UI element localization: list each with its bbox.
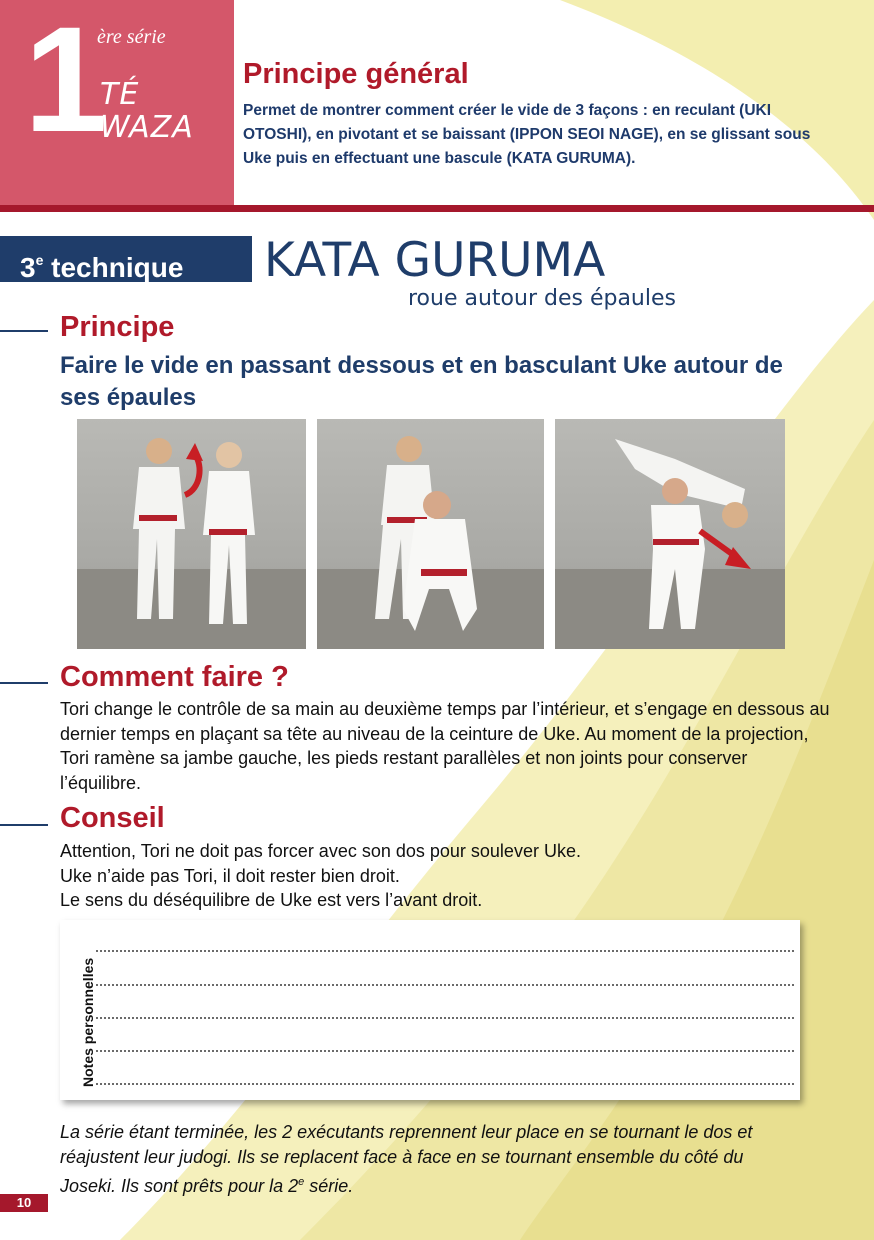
note-line[interactable] bbox=[96, 1050, 794, 1052]
note-line[interactable] bbox=[96, 1083, 794, 1085]
series-number: 1 bbox=[24, 0, 104, 163]
footer-text-sup: e bbox=[298, 1176, 305, 1188]
series-name bbox=[100, 78, 194, 144]
conseil-text bbox=[60, 839, 830, 913]
note-line[interactable] bbox=[96, 1017, 794, 1019]
comment-faire-rule bbox=[0, 682, 48, 684]
series-name-line1: TÉ bbox=[100, 77, 140, 112]
principe-text: Faire le vide en passant dessous et en basculant Uke autour de ses épaules bbox=[60, 352, 783, 411]
technique-name: KATA GURUMA bbox=[264, 233, 606, 288]
technique-translation: roue autour des épaules bbox=[408, 286, 676, 311]
general-principle-title: Principe général bbox=[243, 58, 469, 90]
comment-faire-title: Comment faire ? bbox=[60, 661, 289, 693]
principe-rule bbox=[0, 330, 48, 332]
header-divider bbox=[0, 205, 874, 212]
notes-box[interactable] bbox=[60, 920, 800, 1100]
page-number: 10 bbox=[0, 1194, 48, 1212]
photo-step-1 bbox=[77, 419, 306, 649]
footer-text bbox=[60, 1120, 780, 1199]
footer-text-end: série. bbox=[304, 1176, 354, 1196]
footer-text-main: La série étant terminée, les 2 exécutants reprennent leur place en se tournant le dos et réajustent leur judogi. Ils se replacent face à face en se tournant ensemble du côté du Joseki. Ils sont prêts pour la 2 bbox=[60, 1122, 753, 1196]
technique-label: technique bbox=[51, 252, 184, 283]
conseil-line: Attention, Tori ne doit pas forcer avec son dos pour soulever Uke. bbox=[60, 841, 581, 861]
photo-step-3 bbox=[555, 419, 785, 649]
general-principle-text: Permet de montrer comment créer le vide de 3 façons : en reculant (UKI OTOSHI), en pivotant et se baissant (IPPON SEOI NAGE), en se glissant sous Uke puis en effectuant une bascule (KATA GURUMA). bbox=[243, 102, 811, 167]
technique-number-suffix: e bbox=[35, 252, 44, 268]
principe-title: Principe bbox=[60, 311, 175, 343]
note-line[interactable] bbox=[96, 950, 794, 952]
conseil-rule bbox=[0, 824, 48, 826]
note-line[interactable] bbox=[96, 984, 794, 986]
comment-faire-text: Tori change le contrôle de sa main au deuxième temps par l’intérieur, et s’engage en dessous au dernier temps en plaçant sa tête au niveau de la ceinture de Uke. Au moment de la projection, Tori ramène sa jambe gauche, les pieds restant parallèles et non joints pour conserver l’équilibre. bbox=[60, 699, 830, 793]
conseil-title: Conseil bbox=[60, 802, 165, 834]
photo-step-2 bbox=[317, 419, 544, 649]
series-name-line2: WAZA bbox=[100, 110, 194, 145]
technique-badge-text bbox=[20, 243, 183, 285]
conseil-line: Uke n’aide pas Tori, il doit rester bien droit. bbox=[60, 865, 400, 886]
technique-number: 3 bbox=[20, 252, 36, 283]
series-label: ère série bbox=[97, 26, 166, 48]
conseil-line: Le sens du déséquilibre de Uke est vers l’avant droit. bbox=[60, 890, 483, 910]
notes-label: Notes personnelles bbox=[80, 957, 96, 1087]
